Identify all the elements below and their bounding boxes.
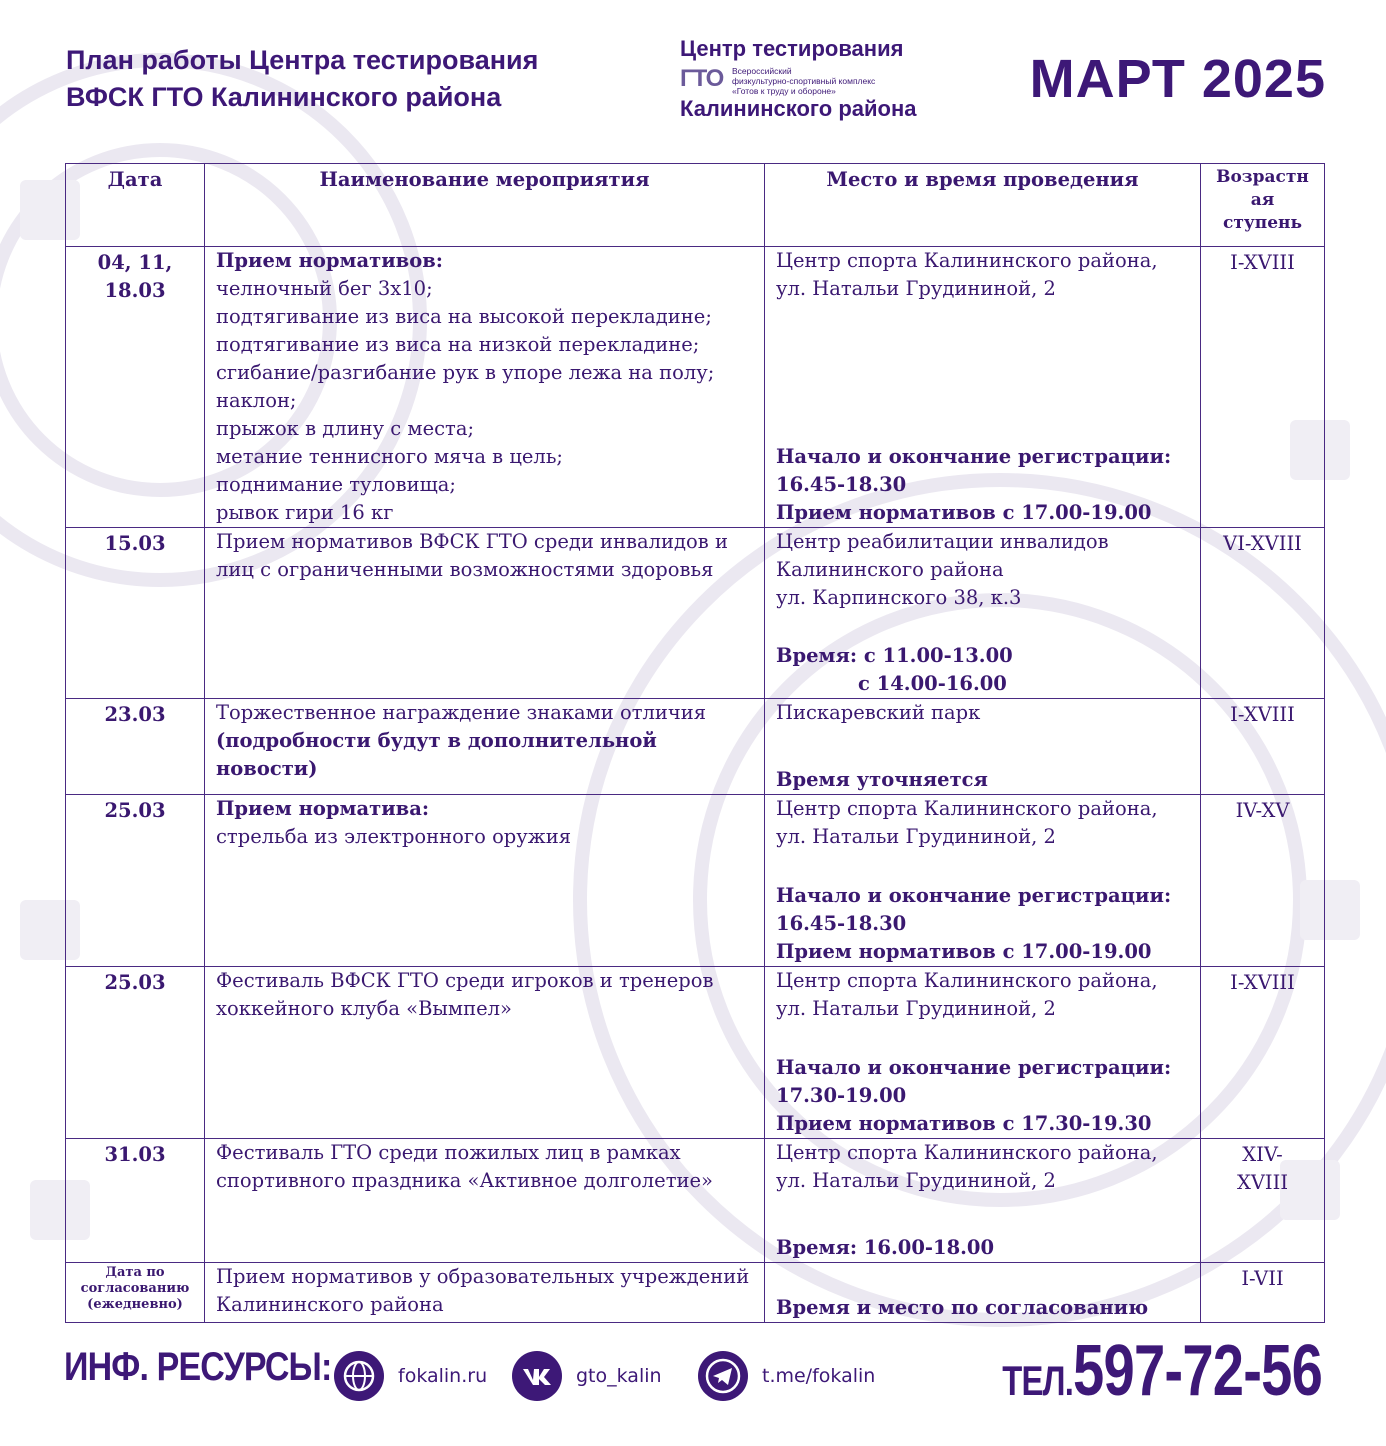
- time-line: с 14.00-16.00: [858, 672, 1007, 695]
- row-place: [765, 795, 1201, 967]
- event-title: Прием нормативов:: [216, 249, 443, 272]
- resources-label: ИНФ. РЕСУРСЫ:: [64, 1345, 332, 1389]
- row-date: 23.03: [66, 699, 205, 795]
- row-date-line3: (ежедневно): [87, 1297, 183, 1312]
- row-date: [66, 247, 205, 528]
- row-date: 25.03: [66, 795, 205, 967]
- page-footer: [0, 1320, 1386, 1446]
- place-line: ул. Карпинского 38, к.3: [776, 586, 1022, 609]
- row-event: [205, 1263, 765, 1323]
- row-event: [205, 967, 765, 1139]
- event-line: прыжок в длину с места;: [216, 417, 475, 440]
- logo-desc-line1: Всероссийский: [732, 66, 792, 76]
- row-event: [205, 699, 765, 795]
- time-line: Время: 16.00-18.00: [776, 1236, 995, 1259]
- event-line: Фестиваль ВФСК ГТО среди игроков и тренеров: [216, 969, 714, 992]
- month-title: МАРТ 2025: [1029, 49, 1326, 109]
- place-line: Центр спорта Калининского района,: [776, 797, 1158, 820]
- logo-top-text: Центр тестирования: [680, 36, 904, 61]
- event-line: наклон;: [216, 389, 297, 412]
- event-line: стрельба из электронного оружия: [216, 825, 571, 848]
- row-event: [205, 528, 765, 699]
- event-line: подтягивание из виса на высокой перекладине;: [216, 305, 712, 328]
- time-block: [776, 882, 1171, 966]
- event-line: челночный бег 3х10;: [216, 277, 433, 300]
- row-age: I-VII: [1201, 1263, 1325, 1323]
- row-place: [765, 528, 1201, 699]
- row-date: 25.03: [66, 967, 205, 1139]
- time-line: Время уточняется: [776, 768, 988, 791]
- row-date-line1: 04, 11,: [97, 251, 173, 274]
- place-line: Пискаревский парк: [776, 701, 981, 724]
- time-line: Начало и окончание регистрации:: [776, 445, 1172, 468]
- page-header: [0, 0, 1386, 160]
- row-age-line2: XVIII: [1236, 1171, 1289, 1194]
- row-date: 31.03: [66, 1139, 205, 1263]
- time-block: [776, 642, 1013, 698]
- row-event: [205, 795, 765, 967]
- time-line: 16.45-18.30: [776, 473, 907, 496]
- event-line: Торжественное награждение знаками отличия: [216, 701, 707, 724]
- row-place: [765, 1139, 1201, 1263]
- time-line: Прием нормативов с 17.00-19.00: [776, 501, 1152, 524]
- vk-text: gto_kalin: [576, 1365, 662, 1387]
- header-age: [1201, 164, 1325, 247]
- event-line: спортивного праздника «Активное долголетие»: [216, 1169, 713, 1192]
- row-age: IV-XV: [1201, 795, 1325, 967]
- row-place: [765, 967, 1201, 1139]
- table-row: [66, 699, 1325, 795]
- event-note: (подробности будут в дополнительной новости): [216, 729, 657, 780]
- table-row: [66, 795, 1325, 967]
- logo-mark: ГТО: [680, 65, 724, 92]
- logo-bottom-text: Калининского района: [680, 96, 917, 121]
- vk-link[interactable]: [510, 1348, 662, 1404]
- header-event: Наименование мероприятия: [205, 164, 765, 247]
- row-event: [205, 247, 765, 528]
- time-line: 17.30-19.00: [776, 1084, 907, 1107]
- event-line: рывок гири 16 кг: [216, 501, 394, 524]
- row-date-line1: Дата по: [105, 1265, 165, 1280]
- plan-title-line1: План работы Центра тестирования: [66, 45, 539, 75]
- time-line: Прием нормативов с 17.00-19.00: [776, 940, 1152, 963]
- telegram-icon: [696, 1349, 750, 1403]
- event-line: метание теннисного мяча в цель;: [216, 445, 564, 468]
- logo-description: [732, 66, 932, 96]
- time-block: [776, 1294, 1148, 1322]
- time-line: Прием нормативов с 17.30-19.30: [776, 1112, 1152, 1135]
- place-line: ул. Натальи Грудининой, 2: [776, 825, 1056, 848]
- event-line: хоккейного клуба «Вымпел»: [216, 997, 512, 1020]
- event-line: Фестиваль ГТО среди пожилых лиц в рамках: [216, 1141, 681, 1164]
- event-line: Прием нормативов у образовательных учреждений: [216, 1265, 750, 1288]
- time-block: [776, 443, 1171, 527]
- time-line: 16.45-18.30: [776, 912, 907, 935]
- place-line: Центр спорта Калининского района,: [776, 969, 1158, 992]
- header-place: Место и время проведения: [765, 164, 1201, 247]
- row-age-line1: XIV-: [1242, 1143, 1283, 1166]
- row-date-line2: согласованию: [80, 1281, 190, 1296]
- row-age: I-XVIII: [1201, 699, 1325, 795]
- logo-desc-line2: физкультурно-спортивный комплекс: [732, 76, 876, 86]
- header-age-line1: Возрастн: [1216, 167, 1309, 187]
- place-line: Центр реабилитации инвалидов: [776, 530, 1109, 553]
- site-text: fokalin.ru: [398, 1365, 488, 1387]
- time-line: Время и место по согласованию: [776, 1296, 1149, 1319]
- row-date-line2: 18.03: [104, 279, 166, 302]
- table-header-row: [66, 164, 1325, 247]
- time-block: [776, 766, 988, 794]
- event-line: Калининского района: [216, 1293, 444, 1316]
- row-date: 15.03: [66, 528, 205, 699]
- place-line: Калининского района: [776, 558, 1004, 581]
- time-block: [776, 1054, 1171, 1138]
- gto-logo: [680, 36, 940, 126]
- event-line: Прием нормативов ВФСК ГТО среди инвалидов и: [216, 530, 728, 553]
- phone-number: [1002, 1330, 1322, 1412]
- phone-digits: 597-72-56: [1072, 1331, 1322, 1411]
- place-line: Центр спорта Калининского района,: [776, 249, 1158, 272]
- time-line: Начало и окончание регистрации:: [776, 884, 1172, 907]
- event-line: сгибание/разгибание рук в упоре лежа на полу;: [216, 361, 715, 384]
- schedule-table: [65, 163, 1325, 1323]
- table-row: [66, 247, 1325, 528]
- row-date: [66, 1263, 205, 1323]
- row-place: [765, 699, 1201, 795]
- site-link[interactable]: [332, 1348, 487, 1404]
- row-age: I-XVIII: [1201, 247, 1325, 528]
- plan-title-line2: ВФСК ГТО Калининского района: [66, 82, 502, 112]
- logo-desc-line3: «Готов к труду и обороне»: [732, 86, 836, 96]
- event-line: подтягивание из виса на низкой перекладине;: [216, 333, 700, 356]
- row-age: I-XVIII: [1201, 967, 1325, 1139]
- header-age-line2: ая: [1250, 190, 1275, 210]
- place-line: ул. Натальи Грудининой, 2: [776, 997, 1056, 1020]
- table-row: [66, 528, 1325, 699]
- row-event: [205, 1139, 765, 1263]
- event-line: лиц с ограниченными возможностями здоровья: [216, 558, 714, 581]
- time-line: Время: с 11.00-13.00: [776, 644, 1013, 667]
- time-block: [776, 1234, 994, 1262]
- place-line: ул. Натальи Грудининой, 2: [776, 1169, 1056, 1192]
- header-date: Дата: [66, 164, 205, 247]
- phone-prefix: ТЕЛ.: [1002, 1357, 1073, 1404]
- row-place: [765, 1263, 1201, 1323]
- table-row: [66, 1139, 1325, 1263]
- telegram-link[interactable]: [696, 1348, 875, 1404]
- plan-title: [66, 42, 626, 116]
- table-row: [66, 967, 1325, 1139]
- place-line: Центр спорта Калининского района,: [776, 1141, 1158, 1164]
- table-row: [66, 1263, 1325, 1323]
- time-line: Начало и окончание регистрации:: [776, 1056, 1172, 1079]
- vk-icon: [510, 1349, 564, 1403]
- place-line: ул. Натальи Грудининой, 2: [776, 277, 1056, 300]
- event-line: поднимание туловища;: [216, 473, 456, 496]
- globe-icon: [332, 1349, 386, 1403]
- telegram-text: t.me/fokalin: [762, 1365, 876, 1387]
- row-age: VI-XVIII: [1201, 528, 1325, 699]
- header-age-line3: ступень: [1222, 213, 1302, 233]
- row-place: [765, 247, 1201, 528]
- row-age: [1201, 1139, 1325, 1263]
- event-title: Прием норматива:: [216, 797, 430, 820]
